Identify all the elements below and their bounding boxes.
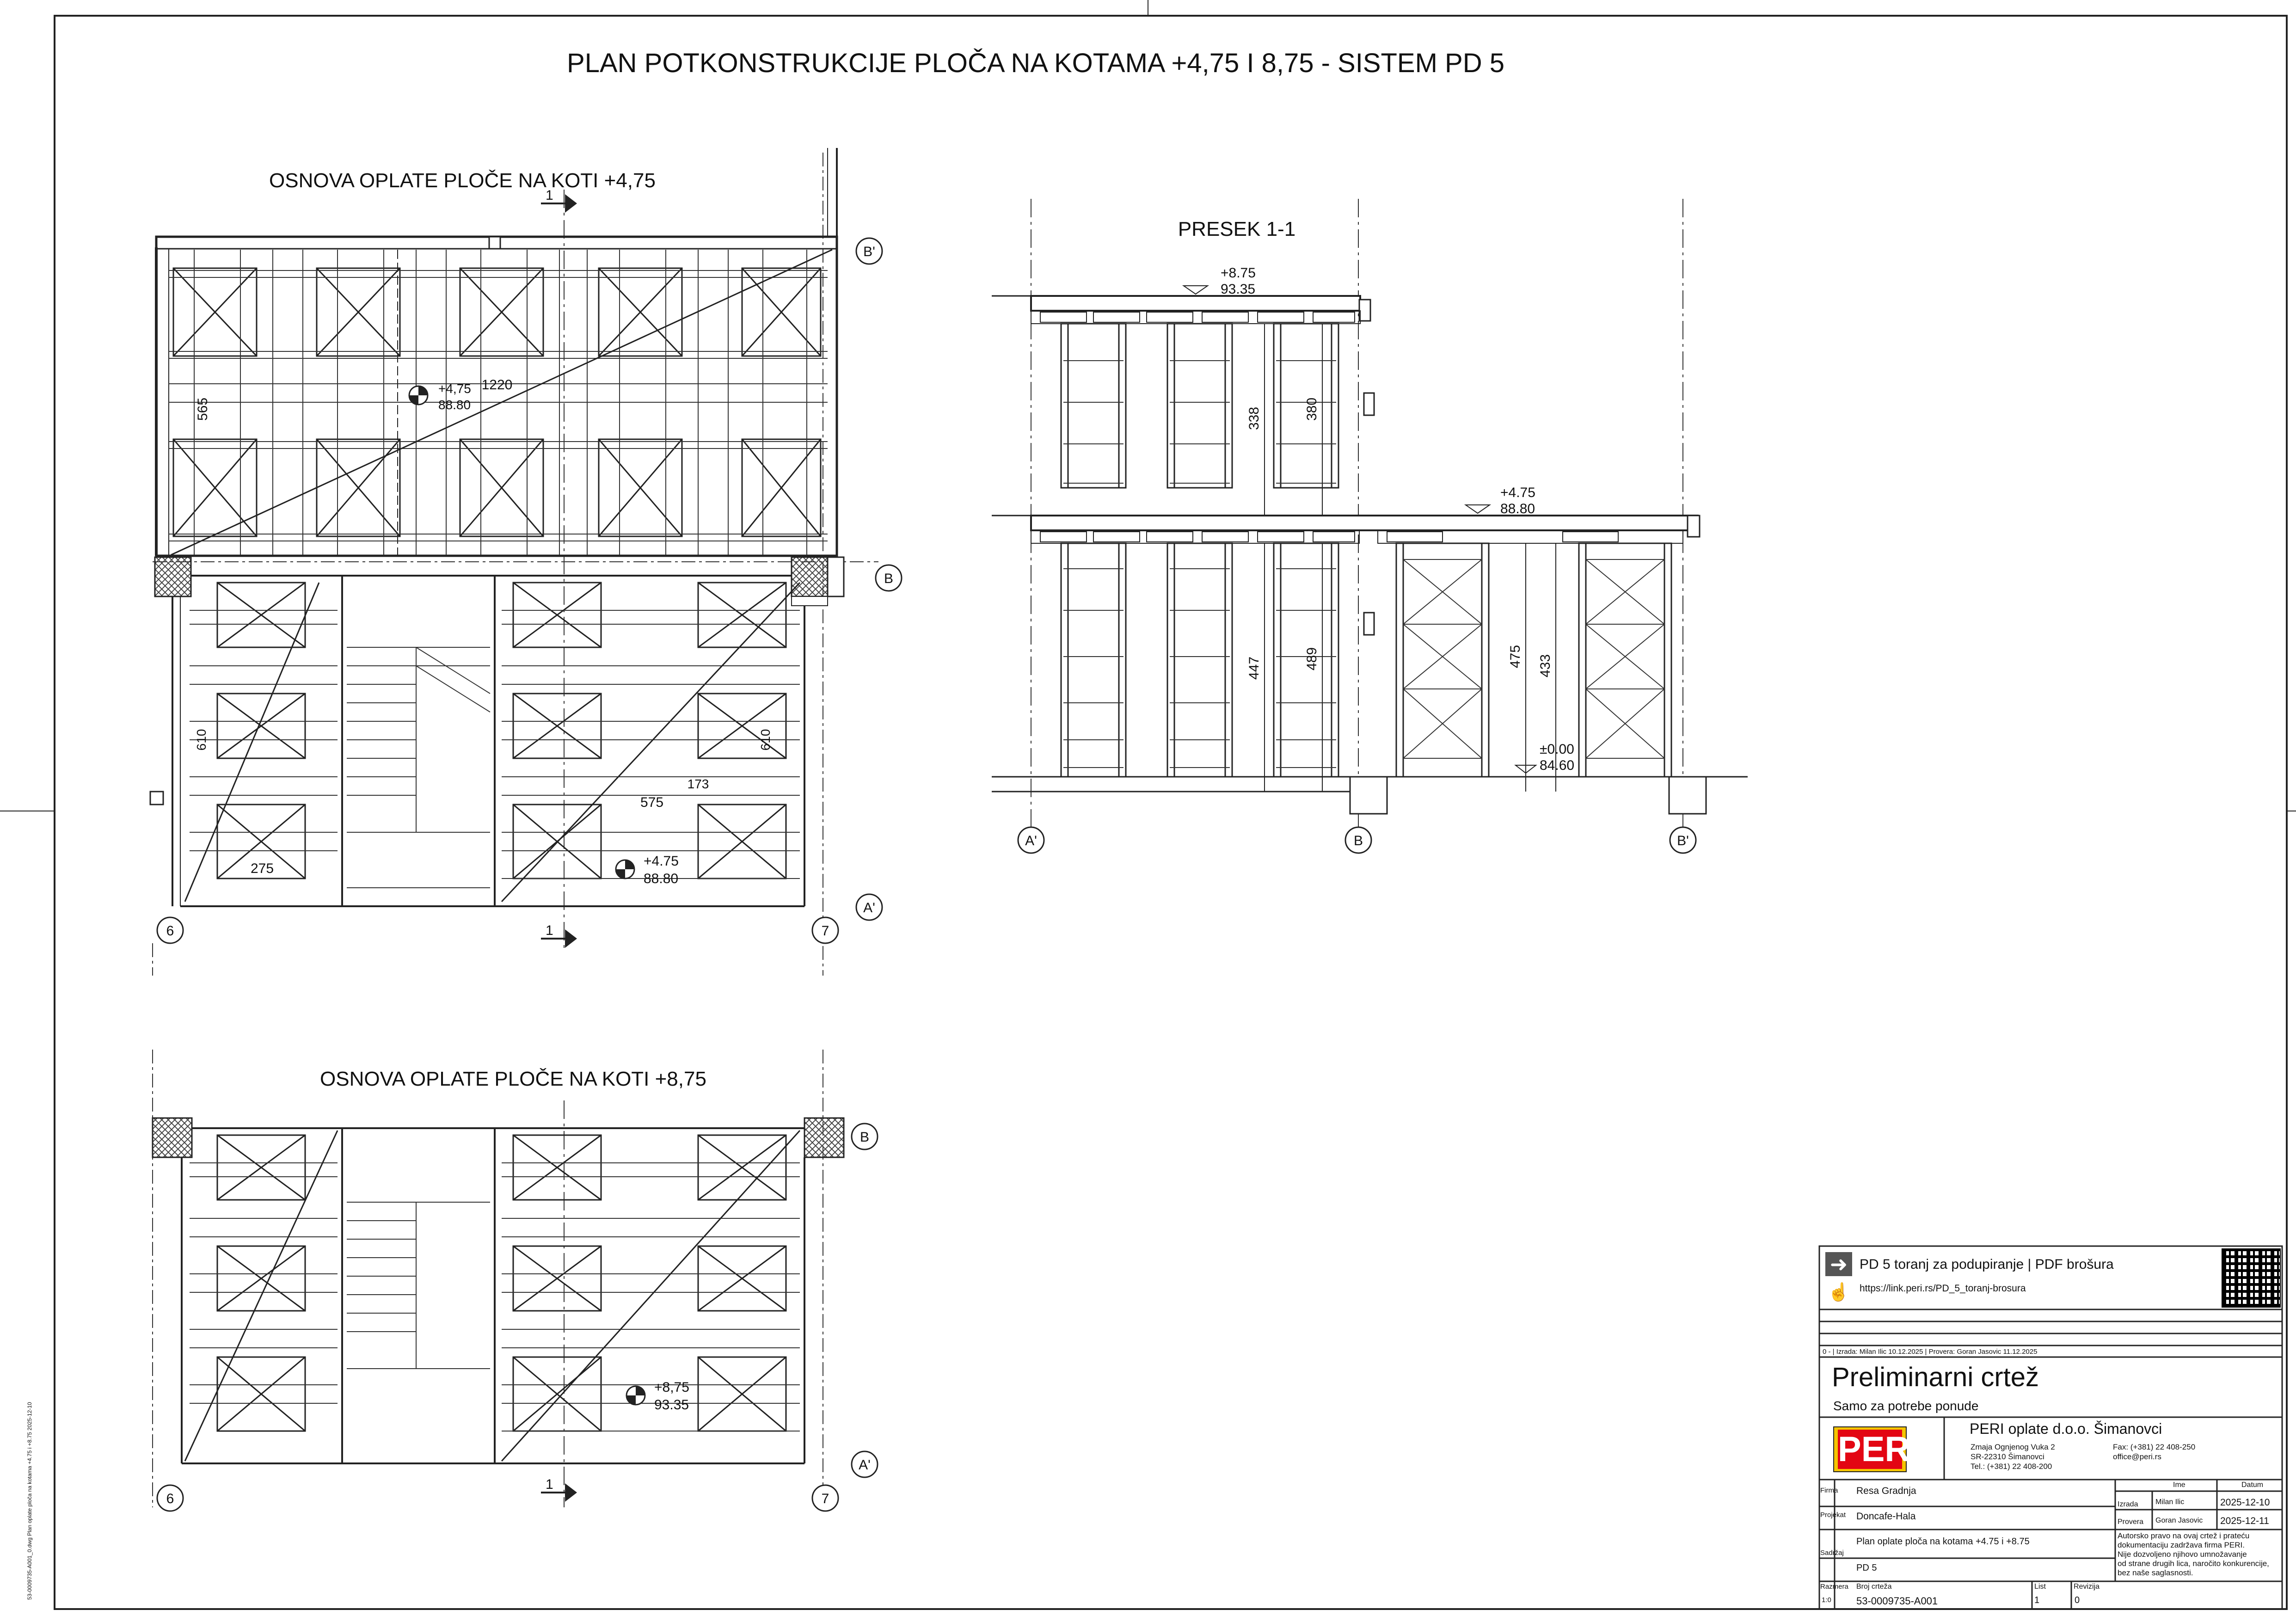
level-9335-plan: 93.35 — [654, 1397, 689, 1413]
stair-well — [342, 576, 495, 906]
column-right — [792, 557, 828, 596]
dim-610-left: 610 — [194, 729, 209, 751]
axis-bubble-a-prime — [852, 1451, 878, 1477]
axis-bubble-6 — [157, 1485, 183, 1511]
dim-565: 565 — [195, 397, 210, 421]
svg-text:B: B — [1353, 833, 1363, 848]
email: office@peri.rs — [2113, 1452, 2161, 1461]
revision-line: 0 - | Izrada: Milan Ilic 10.12.2025 | Provera: Goran Jasovic 11.12.2025 — [1823, 1348, 2038, 1356]
label-projekat: Projekat — [1820, 1511, 1846, 1519]
izrada-datum: 2025-12-10 — [2220, 1497, 2270, 1508]
section-title: PRESEK 1-1 — [1178, 218, 1296, 240]
link-url[interactable]: https://link.peri.rs/PD_5_toranj-brosura — [1860, 1283, 2026, 1294]
dim-447: 447 — [1246, 656, 1262, 680]
link-title[interactable]: PD 5 toranj za podupiranje | PDF brošura — [1860, 1257, 2114, 1272]
peri-logo: PERI — [1833, 1426, 1907, 1472]
svg-text:A': A' — [859, 1457, 871, 1473]
margin-note: 53-0009735-A001_0.dwg Plan oplate ploča na kotama +4.75 i +8.75 2025-12-10 — [26, 1402, 33, 1600]
dim-475: 475 — [1508, 645, 1523, 669]
level2-8880: 88.80 — [644, 871, 679, 886]
section-marker-bottom — [541, 923, 577, 948]
label-firma: Firma — [1820, 1487, 1838, 1494]
svg-text:B: B — [859, 1130, 870, 1145]
column-left — [155, 557, 191, 596]
revizija-value: 0 — [2075, 1595, 2080, 1605]
dim-610-right: 610 — [758, 729, 773, 751]
column-right-upper — [804, 1118, 844, 1157]
dim-275: 275 — [250, 861, 274, 876]
level-000: ±0.00 — [1540, 742, 1574, 757]
label-ime: Ime — [2173, 1481, 2185, 1489]
axis-bubble-b-prime — [1670, 827, 1696, 853]
level-475-section: +4.75 — [1500, 485, 1535, 500]
level-475: +4,75 — [438, 381, 471, 396]
plan-8-75 — [153, 1050, 878, 1511]
slab-475 — [1031, 516, 1698, 530]
axis-bubble-b — [1345, 827, 1371, 853]
axis-bubble-a-prime — [856, 894, 882, 920]
axis-bubble-7 — [812, 1485, 838, 1511]
fax: Fax: (+381) 22 408-250 — [2113, 1443, 2196, 1451]
level-8880: 88.80 — [438, 398, 471, 412]
provera-datum: 2025-12-11 — [2220, 1516, 2269, 1526]
izrada-ime: Milan Ilic — [2155, 1498, 2185, 1506]
copyright-1: Autorsko pravo na ovaj crtež i prateću — [2118, 1531, 2250, 1540]
copyright-2: dokumentaciju zadržava firma PERI. — [2118, 1541, 2245, 1549]
section-1-1 — [992, 199, 1748, 853]
level-875: +8.75 — [1221, 265, 1256, 281]
level-marker-icon — [409, 386, 428, 405]
link-arrow-icon[interactable]: ➜ — [1825, 1252, 1852, 1276]
svg-text:1: 1 — [546, 188, 553, 203]
copyright-3: Nije dozvoljeno njihovo umnožavanje — [2118, 1550, 2247, 1559]
upper-slab-outline — [156, 237, 837, 556]
dim-1220: 1220 — [481, 377, 513, 393]
hand-pointer-icon: ☝ — [1828, 1283, 1850, 1302]
label-revizija: Revizija — [2074, 1583, 2100, 1591]
address-line-1: Zmaja Ognjenog Vuka 2 — [1971, 1443, 2055, 1451]
axis-bubble-6 — [157, 917, 183, 943]
dim-575: 575 — [640, 795, 664, 810]
label-list: List — [2034, 1583, 2046, 1591]
dim-173: 173 — [687, 777, 709, 791]
label-sadrzaj: Sadržaj — [1820, 1549, 1844, 1557]
plan-4-75 — [150, 148, 902, 976]
section-marker-plan2 — [541, 1477, 577, 1502]
dim-489: 489 — [1304, 647, 1320, 671]
company-name: PERI oplate d.o.o. Šimanovci — [1970, 1420, 2162, 1437]
level-9335: 93.35 — [1221, 282, 1256, 297]
label-razmera: Razmera — [1820, 1583, 1848, 1591]
level-8880-section: 88.80 — [1500, 501, 1535, 516]
label-provera: Provera — [2118, 1518, 2144, 1526]
level-875-plan: +8,75 — [654, 1380, 689, 1395]
level-8460: 84.60 — [1540, 758, 1575, 773]
label-broj-crteza: Broj crteža — [1856, 1583, 1892, 1591]
sadrzaj-line-1: Plan oplate ploča na kotama +4.75 i +8.75 — [1856, 1536, 2030, 1547]
firma-value: Resa Gradnja — [1856, 1486, 1916, 1496]
dim-338: 338 — [1246, 406, 1262, 430]
preliminary-title: Preliminarni crtež — [1832, 1362, 2039, 1392]
svg-text:7: 7 — [821, 923, 829, 939]
axis-bubble-a-prime — [1018, 827, 1044, 853]
axis-bubble-b — [852, 1124, 878, 1149]
phone: Tel.: (+381) 22 408-200 — [1971, 1462, 2052, 1471]
stair-well — [342, 1128, 495, 1463]
address-line-2: SR-22310 Šimanovci — [1971, 1452, 2044, 1461]
main-title: PLAN POTKONSTRUKCIJE PLOČA NA KOTAMA +4,75 I 8,75 - SISTEM PD 5 — [567, 48, 1504, 78]
provera-ime: Goran Jasovic — [2155, 1517, 2203, 1524]
svg-text:6: 6 — [166, 1491, 174, 1506]
razmera-value: 1:0 — [1822, 1596, 1831, 1604]
slab-875 — [1031, 296, 1360, 311]
copyright-5: bez naše saglasnosti. — [2118, 1568, 2193, 1577]
axis-bubble-7 — [812, 917, 838, 943]
projekat-value: Doncafe-Hala — [1856, 1511, 1916, 1522]
level2-475: +4.75 — [644, 854, 679, 869]
svg-text:1: 1 — [546, 923, 553, 938]
svg-text:6: 6 — [166, 923, 174, 939]
dim-433: 433 — [1538, 654, 1553, 678]
dim-380: 380 — [1304, 397, 1320, 421]
svg-text:7: 7 — [821, 1491, 829, 1506]
preliminary-subtitle: Samo za potrebe ponude — [1833, 1399, 1979, 1413]
plan2-title: OSNOVA OPLATE PLOČE NA KOTI +8,75 — [320, 1068, 706, 1090]
list-value: 1 — [2034, 1595, 2040, 1605]
level-marker-icon — [626, 1386, 645, 1405]
axis-bubble-b — [876, 565, 902, 591]
plan1-title: OSNOVA OPLATE PLOČE NA KOTI +4,75 — [269, 169, 656, 192]
svg-text:A': A' — [863, 900, 875, 915]
qr-code-icon[interactable] — [2222, 1248, 2281, 1308]
label-izrada: Izrada — [2118, 1500, 2138, 1508]
level-marker-icon — [616, 860, 634, 879]
svg-text:B: B — [884, 571, 894, 586]
svg-text:B': B' — [863, 244, 875, 259]
svg-text:1: 1 — [546, 1477, 553, 1492]
svg-text:B': B' — [1677, 833, 1689, 848]
column-left-upper — [153, 1118, 192, 1157]
svg-text:A': A' — [1025, 833, 1037, 848]
sadrzaj-line-2: PD 5 — [1856, 1563, 1877, 1573]
copyright-4: od strane drugih lica, naročito konkurencije, — [2118, 1559, 2269, 1568]
broj-crteza-value: 53-0009735-A001 — [1856, 1595, 1938, 1607]
label-datum: Datum — [2241, 1481, 2264, 1489]
axis-bubble-b-prime — [856, 238, 882, 264]
